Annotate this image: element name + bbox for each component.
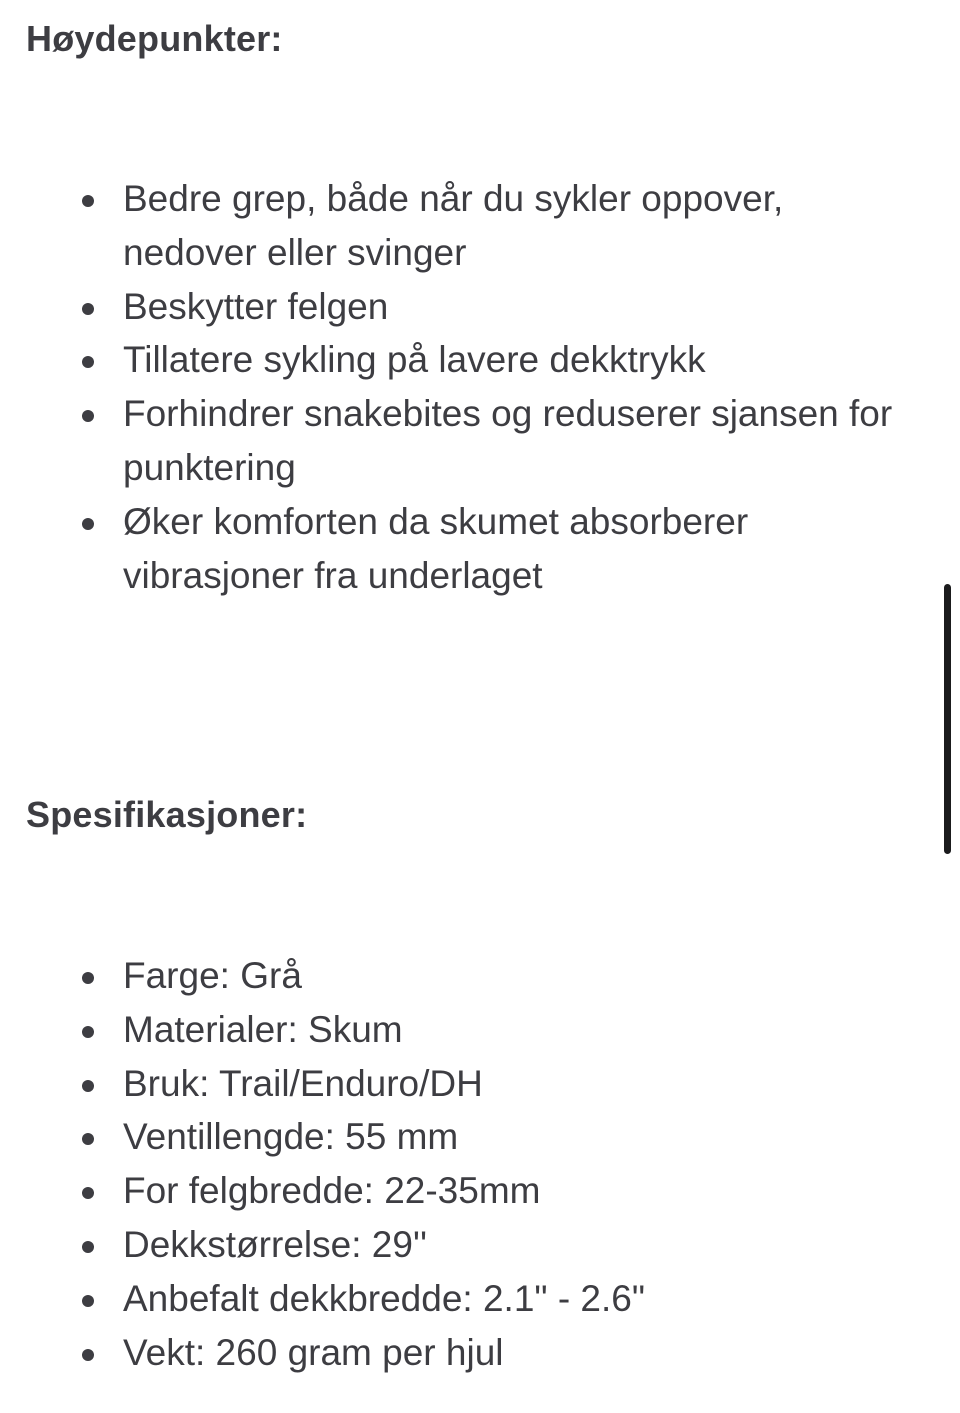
list-item-text: For felgbredde: 22-35mm	[123, 1170, 541, 1212]
list-item-text: Øker komforten da skumet absorberer vibrasjoner fra underlaget	[123, 500, 749, 596]
list-item-text: Bedre grep, både når du sykler oppover, nedover eller svinger	[123, 178, 784, 273]
list-item-text: Ventillengde: 55 mm	[123, 1116, 459, 1158]
list-item	[0, 949, 930, 1003]
list-item	[0, 1057, 930, 1111]
list-item-text: Forhindrer snakebites og reduserer sjansen for punktering	[123, 393, 893, 488]
list-item	[0, 1326, 930, 1380]
bullet-icon	[82, 356, 94, 368]
specifications-list	[0, 949, 930, 1379]
highlights-heading: Høydepunkter:	[26, 18, 283, 59]
bullet-icon	[82, 972, 94, 984]
list-item-text: Beskytter felgen	[123, 285, 389, 327]
list-item	[0, 1110, 930, 1164]
bullet-icon	[82, 1133, 94, 1145]
list-item	[0, 495, 833, 603]
list-item	[0, 387, 923, 495]
list-item-text: Tillatere sykling på lavere dekktrykk	[123, 339, 706, 381]
specifications-heading: Spesifikasjoner:	[26, 794, 308, 835]
list-item	[0, 1272, 930, 1326]
bullet-icon	[82, 1187, 94, 1199]
bullet-icon	[82, 518, 94, 530]
scrollbar[interactable]	[944, 584, 951, 854]
list-item-text: Materialer: Skum	[123, 1008, 403, 1050]
bullet-icon	[82, 1349, 94, 1361]
highlights-list	[0, 172, 930, 602]
list-item	[0, 1164, 930, 1218]
list-item	[0, 1003, 930, 1057]
bullet-icon	[82, 1295, 94, 1307]
bullet-icon	[82, 195, 94, 207]
list-item-text: Vekt: 260 gram per hjul	[123, 1331, 504, 1373]
list-item-text: Anbefalt dekkbredde: 2.1" - 2.6"	[123, 1277, 645, 1319]
list-item-text: Farge: Grå	[123, 955, 302, 996]
list-item	[0, 333, 930, 387]
list-item-text: Dekkstørrelse: 29''	[123, 1223, 428, 1265]
bullet-icon	[82, 410, 94, 422]
list-item	[0, 1218, 930, 1272]
list-item	[0, 172, 883, 280]
bullet-icon	[82, 1241, 94, 1253]
bullet-icon	[82, 1026, 94, 1038]
list-item-text: Bruk: Trail/Enduro/DH	[123, 1062, 483, 1104]
bullet-icon	[82, 1080, 94, 1092]
list-item	[0, 280, 930, 334]
bullet-icon	[82, 303, 94, 315]
